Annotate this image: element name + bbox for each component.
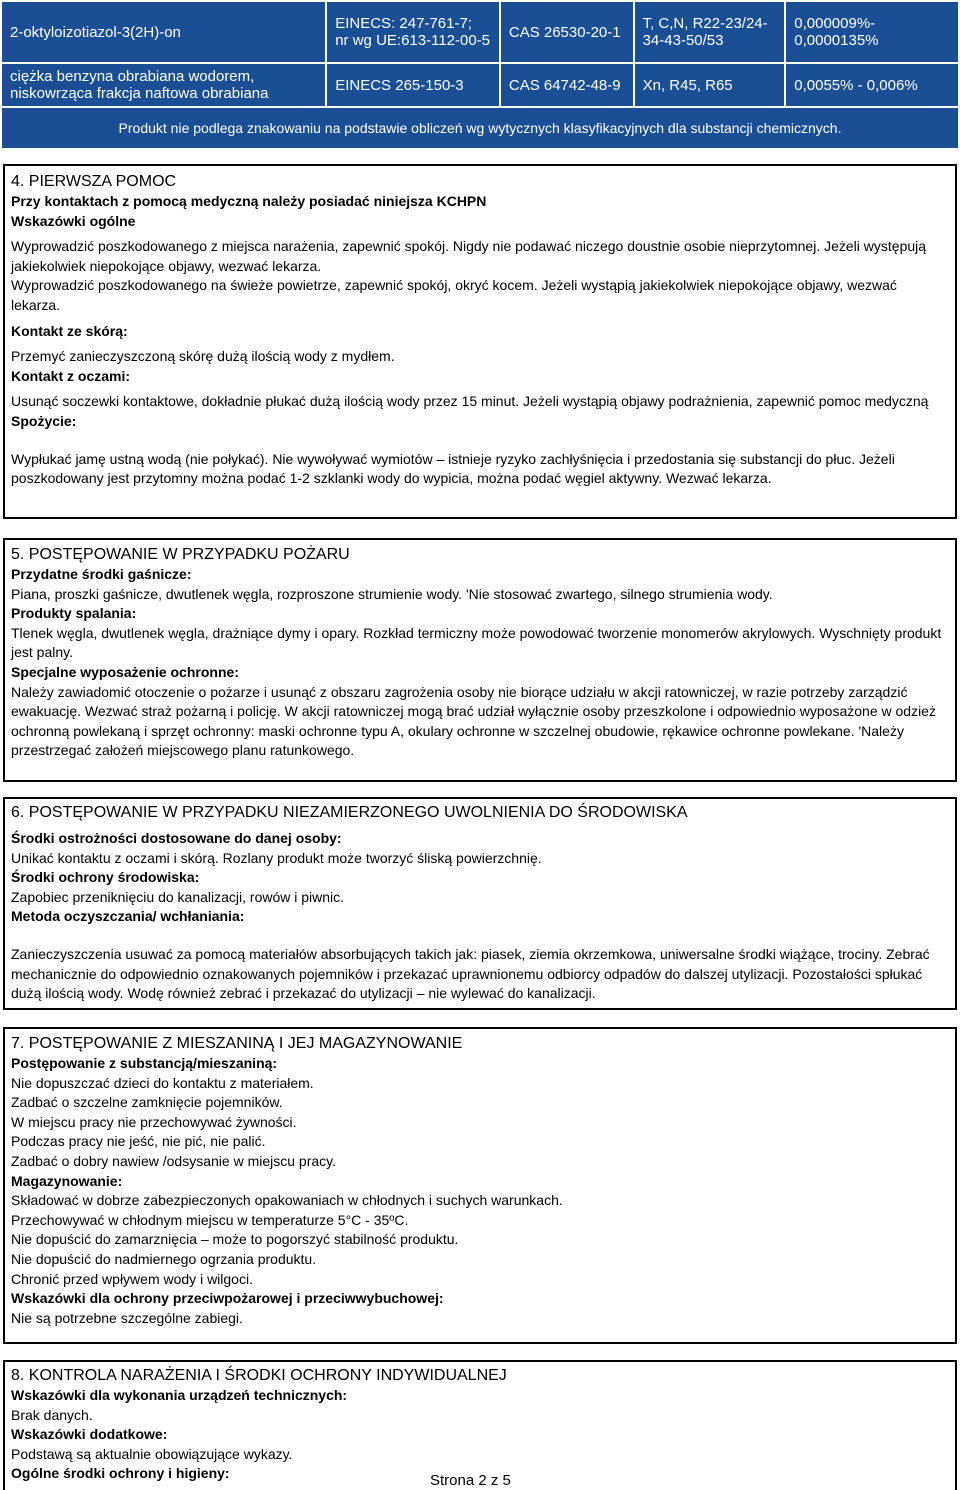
section-title: 6. POSTĘPOWANIE W PRZYPADKU NIEZAMIERZONEGO UWOLNIENIA DO ŚRODOWISKA: [11, 804, 688, 821]
environment-text: Zapobiec przeniknięciu do kanalizacji, rowów i piwnic.: [11, 888, 345, 905]
substance-name: 2-oktyloizotiazol-3(2H)-on: [1, 1, 326, 63]
general-text-2: Wyprowadzić poszkodowanego na świeże powietrze, zapewnić spokój, okryć kocem. Jeżeli wystąpią jakiekolwiek niepokojące objawy, wezwać lekarza.: [11, 277, 897, 313]
ingestion-text: Wypłukać jamę ustną wodą (nie połykać). Nie wywoływać wymiotów – istnieje ryzyko zachłyśnięcia i przedostania się substancji do płuc. Jeżeli poszkodowany jest przytomny można podać 1-2 szklanki wody do wypicia, można podać węgiel aktywny. Wezwać lekarza.: [11, 450, 895, 487]
general-label: Wskazówki ogólne: [11, 212, 136, 229]
media-label: Przydatne środki gaśnicze:: [11, 566, 192, 582]
products-label: Produkty spalania:: [11, 605, 137, 622]
fire-protection-label: Wskazówki dla ochrony przeciwpożarowej i przeciwwybuchowej:: [11, 1290, 444, 1307]
cas-number: CAS 26530-20-1: [500, 1, 634, 63]
technical-text: Brak danych.: [11, 1406, 93, 1423]
composition-row: [1, 1, 959, 63]
equipment-text: Należy zawiadomić otoczenie o pożarze i usunąć z obszaru zagrożenia osoby nie biorące udziału w akcji ratowniczej, w razie potrzeby zarządzić ewakuację. Wezwać straż pożarną i policję. W akcji ratowniczej mogą brać udział wyłącznie osoby przeszkolone i odpowiednio wyposażone w odzież ochronną powlekaną i sprzęt ochronny: maski ochronne typu A, okulary ochronne w szczelnej obudowie, rękawice ochronne powlekane. 'Należy przestrzegać założeń miejscowego planu ratunkowego.: [11, 683, 936, 759]
technical-label: Wskazówki dla wykonania urządzeń technicznych:: [11, 1387, 348, 1403]
einecs-number: EINECS 265-150-3: [326, 63, 500, 107]
eyes-label: Kontakt z oczami:: [11, 367, 131, 384]
general-text: Wyprowadzić poszkodowanego z miejsca narażenia, zapewnić spokój. Nigdy nie podawać niczego doustnie osobie nieprzytomnej. Jeżeli występują jakiekolwiek niepokojące objawy, wezwać lekarza.: [11, 238, 927, 274]
additional-text: Podstawą są aktualnie obowiązujące wykazy.: [11, 1445, 293, 1462]
section-first-aid: [3, 164, 957, 519]
concentration: 0,0055% - 0,006%: [785, 63, 959, 107]
einecs-number: EINECS: 247-761-7; nr wg UE:613-112-00-5: [326, 1, 500, 63]
section-title: 5. POSTĘPOWANIE W PRZYPADKU POŻARU: [11, 546, 350, 563]
composition-note-row: [1, 107, 959, 149]
storage-item: Nie dopuścić do nadmiernego ogrzania produktu.: [11, 1250, 317, 1267]
personal-text: Unikać kontaktu z oczami i skórą. Rozlany produkt może tworzyć śliską powierzchnię.: [11, 849, 542, 866]
storage-item: Nie dopuścić do zamarznięcia – może to pogorszyć stabilność produktu.: [11, 1231, 459, 1248]
classification: T, C,N, R22-23/24- 34-43-50/53: [634, 1, 786, 63]
section-fire: [3, 538, 957, 782]
section-title: 7. POSTĘPOWANIE Z MIESZANINĄ I JEJ MAGAZYNOWANIE: [11, 1035, 463, 1052]
cas-number: CAS 64742-48-9: [500, 63, 634, 107]
storage-item: Składować w dobrze zabezpieczonych opakowaniach w chłodnych i suchych warunkach.: [11, 1192, 563, 1209]
ingestion-label: Spożycie:: [11, 412, 77, 429]
classification: Xn, R45, R65: [634, 63, 786, 107]
storage-item: Przechowywać w chłodnym miejscu w temperaturze 5°C - 35ºC.: [11, 1211, 409, 1228]
concentration: 0,000009%- 0,0000135%: [785, 1, 959, 63]
section-accidental-release: [3, 797, 957, 1010]
composition-row: [1, 63, 959, 107]
section-title: 4. PIERWSZA POMOC: [11, 173, 177, 190]
equipment-label: Specjalne wyposażenie ochronne:: [11, 663, 239, 680]
substance-name: ciężka benzyna obrabiana wodorem, niskowrząca frakcja naftowa obrabiana: [1, 63, 326, 107]
additional-label: Wskazówki dodatkowe:: [11, 1426, 168, 1443]
cleanup-text: Zanieczyszczenia usuwać za pomocą materiałów absorbujących takich jak: piasek, ziemia okrzemkowa, uniwersalne środki wiążące, trociny. Zebrać mechanicznie do odpowiednio oznakowanych pojemników i przekazać uprawnionemu odbiorcy odpadów do dalszej utylizacji. Pozostałości spłukać dużą ilością wody. Wodę również zebrać i przekazać do utylizacji – nie wylewać do kanalizacji.: [11, 945, 930, 1002]
section-handling-storage: [3, 1027, 957, 1344]
fire-protection-text: Nie są potrzebne szczególne zabiegi.: [11, 1309, 243, 1326]
cleanup-label: Metoda oczyszczania/ wchłaniania:: [11, 908, 245, 925]
eyes-text: Usunąć soczewki kontaktowe, dokładnie płukać dużą ilością wody przez 15 minut. Jeżeli wystąpią objawy podrażnienia, zapewnić pomoc medyczną: [11, 393, 929, 410]
section-exposure-controls: [3, 1360, 957, 1490]
handling-item: Zadbać o dobry nawiew /odsysanie w miejscu pracy.: [11, 1152, 337, 1169]
storage-label: Magazynowanie:: [11, 1172, 123, 1189]
labelling-note: Produkt nie podlega znakowaniu na podstawie obliczeń wg wytycznych klasyfikacyjnych dla substancji chemicznych.: [1, 107, 959, 149]
storage-item: Chronić przed wpływem wody i wilgoci.: [11, 1270, 253, 1287]
handling-item: W miejscu pracy nie przechowywać żywności.: [11, 1113, 297, 1130]
personal-label: Środki ostrożności dostosowane do danej osoby:: [11, 830, 342, 846]
handling-label: Postępowanie z substancją/mieszaniną:: [11, 1055, 278, 1071]
environment-label: Środki ochrony środowiska:: [11, 869, 200, 886]
composition-table: [0, 0, 960, 150]
handling-item: Nie dopuszczać dzieci do kontaktu z materiałem.: [11, 1074, 314, 1091]
skin-text: Przemyć zanieczyszczoną skórę dużą ilością wody z mydłem.: [11, 348, 395, 365]
hygiene-label: Ogólne środki ochrony i higieny:: [11, 1465, 230, 1482]
handling-item: Podczas pracy nie jeść, nie pić, nie palić.: [11, 1133, 266, 1150]
page-number: Strona 2 z 5: [430, 1472, 511, 1489]
skin-label: Kontakt ze skórą:: [11, 322, 128, 339]
section-title: 8. KONTROLA NARAŻENIA I ŚRODKI OCHRONY INDYWIDUALNEJ: [11, 1367, 507, 1384]
handling-item: Zadbać o szczelne zamknięcie pojemników.: [11, 1094, 283, 1111]
products-text: Tlenek węgla, dwutlenek węgla, drażniące dymy i opary. Rozkład termiczny może powodować tworzenie monomerów akrylowych. Wyschnięty produkt jest palny.: [11, 624, 942, 661]
intro-note: Przy kontaktach z pomocą medyczną należy posiadać niniejsza KCHPN: [11, 193, 487, 209]
media-text: Piana, proszki gaśnicze, dwutlenek węgla, rozproszone strumienie wody. 'Nie stosować zwartego, silnego strumienia wody.: [11, 585, 773, 602]
